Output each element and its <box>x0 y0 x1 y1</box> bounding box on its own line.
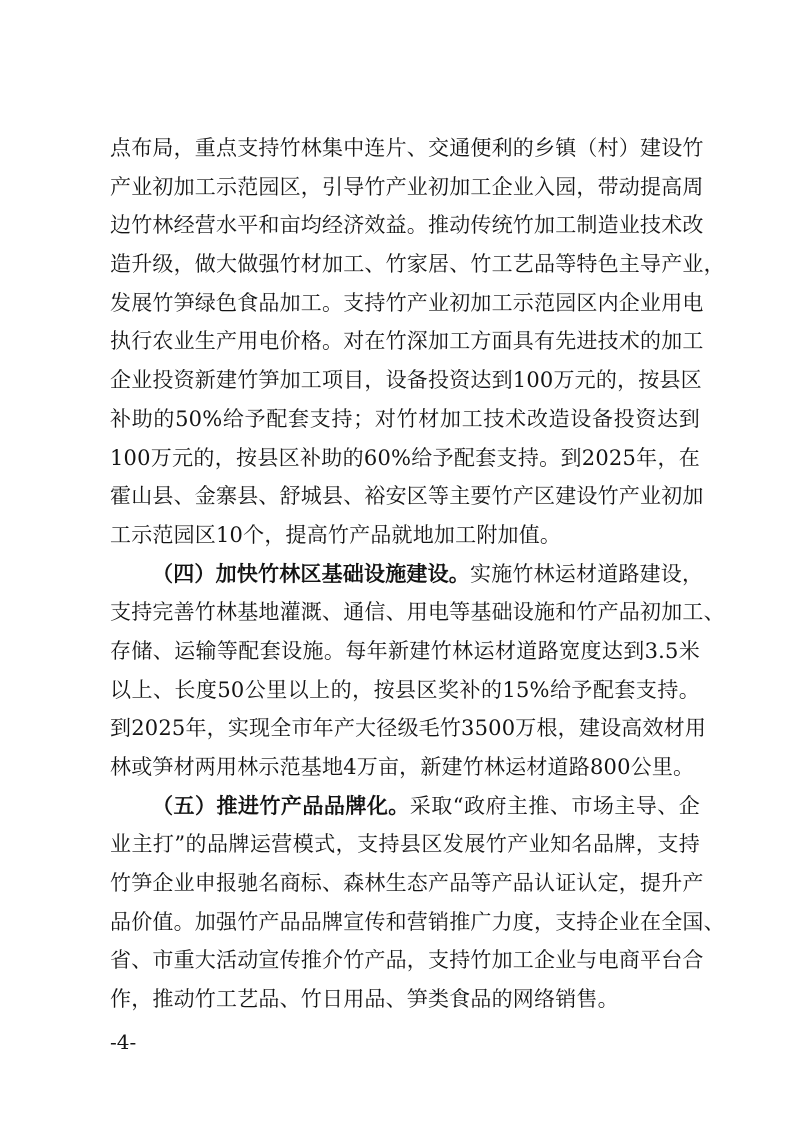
text-line: 发展竹笋绿色食品加工。支持竹产业初加工示范园区内企业用电 <box>110 290 704 315</box>
text-line: 到2025年，实现全市年产大径级毛竹3500万根，建设高效材用 <box>110 716 707 741</box>
text-line: 企业投资新建竹笋加工项目，设备投资达到100万元的，按县区 <box>110 368 702 393</box>
text-line: 100万元的，按县区补助的60%给予配套支持。到2025年，在 <box>110 445 700 470</box>
section-text: 实施竹林运材道路建设， <box>470 561 704 586</box>
text-line: 补助的50%给予配套支持；对竹材加工技术改造设备投资达到 <box>110 406 700 431</box>
section-infrastructure <box>110 555 725 787</box>
section-branding <box>110 787 725 1019</box>
section-first-line <box>110 787 700 826</box>
section-heading: （四）加快竹林区基础设施建设。 <box>152 561 470 586</box>
text-line: 省、市重大活动宣传推介竹产品，支持竹加工企业与电商平台合 <box>110 948 704 973</box>
section-first-line <box>110 555 704 594</box>
text-line: 边竹林经营水平和亩均经济效益。推动传统竹加工制造业技术改 <box>110 213 704 238</box>
section-heading: （五）推进竹产品品牌化。 <box>152 793 410 818</box>
text-line: 工示范园区10个，提高竹产品就地加工附加值。 <box>110 522 562 547</box>
text-line: 造升级，做大做强竹材加工、竹家居、竹工艺品等特色主导产业， <box>110 252 725 277</box>
text-line: 以上、长度50公里以上的，按县区奖补的15%给予配套支持。 <box>110 677 700 702</box>
text-line: 支持完善竹林基地灌溉、通信、用电等基础设施和竹产品初加工、 <box>110 600 725 625</box>
text-line: 点布局，重点支持竹林集中连片、交通便利的乡镇（村）建设竹 <box>110 136 704 160</box>
text-line: 竹笋企业申报驰名商标、森林生态产品等产品认证认定，提升产 <box>110 871 704 896</box>
text-line: 霍山县、金寨县、舒城县、裕安区等主要竹产区建设竹产业初加 <box>110 484 704 509</box>
text-line: 产业初加工示范园区，引导竹产业初加工企业入园，带动提高周 <box>110 174 704 199</box>
text-line: 作，推动竹工艺品、竹日用品、笋类食品的网络销售。 <box>110 987 619 1012</box>
text-line: 存储、运输等配套设施。每年新建竹林运材道路宽度达到3.5米 <box>110 638 700 663</box>
text-line: 品价值。加强竹产品品牌宣传和营销推广力度，支持企业在全国、 <box>110 909 725 934</box>
text-line: 执行农业生产用电价格。对在竹深加工方面具有先进技术的加工 <box>110 329 704 354</box>
body-text <box>110 129 725 1019</box>
text-line: 业主打”的品牌运营模式，支持县区发展竹产业知名品牌，支持 <box>110 832 700 857</box>
text-line: 林或笋材两用林示范基地4万亩，新建竹林运材道路800公里。 <box>110 755 695 779</box>
section-text: 采取“政府主推、市场主导、企 <box>409 793 700 818</box>
page-number: -4- <box>110 1030 137 1054</box>
paragraph-continuation <box>110 129 725 555</box>
